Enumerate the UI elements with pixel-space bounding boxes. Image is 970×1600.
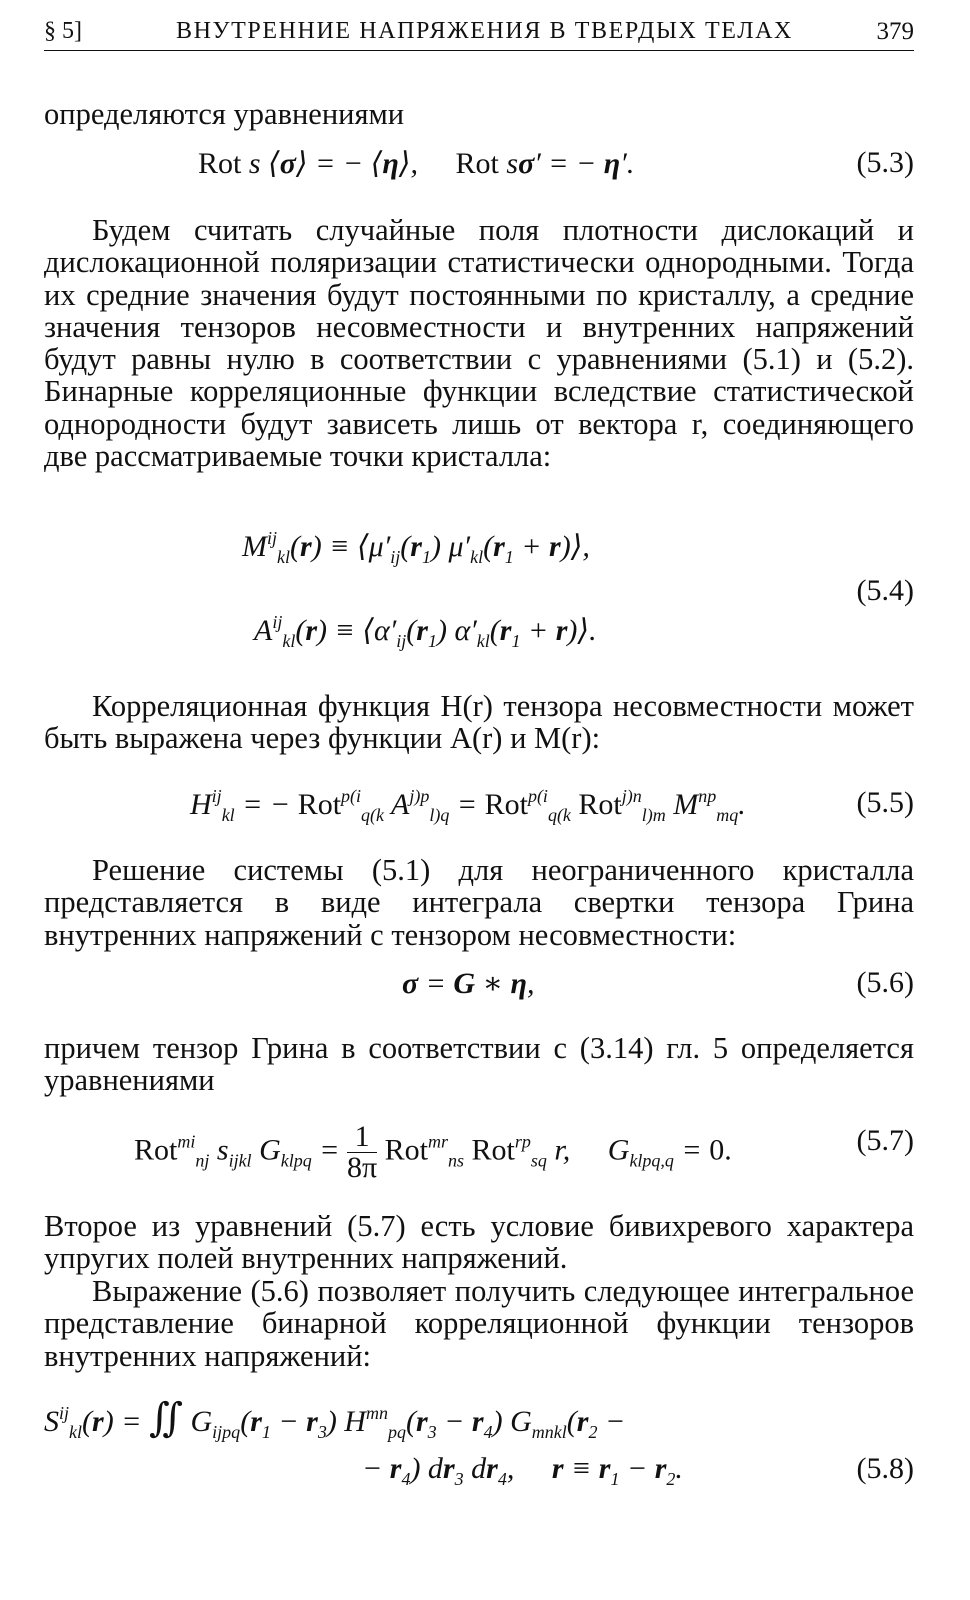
equation-number-5-7: (5.7) [856, 1124, 914, 1157]
equation-number-5-6: (5.6) [856, 966, 914, 999]
paragraph-3: Корреляционная функция H(r) тензора несовместности может быть выражена через функции A(r) и M(r): [44, 689, 914, 756]
equation-5-7: Rot$^{mi}_{nj}$ $s_{ijkl}$ $G_{klpq}$ = $\frac{1}{8\pi}$ Rot$^{mr}_{ns}$ Rot$^{rp}_{sq}$ r, $G_{klpq,q} = 0$. [134, 1120, 732, 1184]
equation-5-4a: $M^{ij}_{kl}(r)$ ≡ $⟨\mu'_{ij}(r_1) \mu'_{kl}(r_1$ + r)⟩, [242, 528, 590, 567]
section-marker: § 5] [44, 18, 82, 44]
equation-5-4b: $A^{ij}_{kl}(r)$ ≡ $⟨\alpha'_{ij}(r_1) \alpha'_{kl}(r_1$ + r)⟩. [254, 612, 597, 651]
equation-5-6: σ = G ∗ η, [402, 967, 535, 1000]
paragraph-2: Будем считать случайные поля плотности дислокаций и дислокационной поляризации статистически однородными. Тогда их средние значения будут постоянными по кристаллу, а средние значения тензоров несовместности и внутренних напряжений будут равны нулю в соответствии с уравнениями (5.1) и (5.2). Бинарные корреляционные функции вследствие статистической однородности будут зависеть лишь от вектора r, соединяющего две рассматриваемые точки кристалла: [44, 213, 914, 474]
equation-number-5-4: (5.4) [856, 574, 914, 607]
equation-5-5: $H^{ij}_{kl}$ = − Rot$^{p(i}_{q(k}$ $A^{j)p}_{l)q} = Rot^{p(i}_{q(k}$ Rot$^{j)n}_{l)m}$ $M^{np}_{mq}$. [190, 786, 746, 825]
equation-5-8b: − $r_4$) $dr_3$ $dr_4$, $r \equiv r_1 - r_2$. [362, 1452, 683, 1489]
paragraph-1: определяются уравнениями [44, 97, 405, 131]
paragraph-4: Решение системы (5.1) для неограниченного кристалла представляется в виде интеграла свертки тензора Грина внутренних напряжений с тензором несовместности: [44, 853, 914, 952]
running-header [44, 10, 914, 51]
equation-number-5-3: (5.3) [856, 146, 914, 179]
equation-5-3: Rot s ⟨σ⟩ = − ⟨η⟩, Rot sσ′ = − η′. [198, 147, 635, 180]
paragraph-5: причем тензор Грина в соответствии с (3.14) гл. 5 определяется уравнениями [44, 1031, 914, 1098]
equation-number-5-8: (5.8) [856, 1452, 914, 1485]
equation-number-5-5: (5.5) [856, 786, 914, 819]
paragraph-6: Второе из уравнений (5.7) есть условие бивихревого характера упругих полей внутренних напряжений. [44, 1209, 914, 1276]
running-title: ВНУТРЕННИЕ НАПРЯЖЕНИЯ В ТВЕРДЫХ ТЕЛАХ [176, 18, 793, 44]
paragraph-7: Выражение (5.6) позволяет получить следующее интегральное представление бинарной корреляционной функции тензоров внутренних напряжений: [44, 1274, 914, 1373]
equation-5-8a: $S^{ij}_{kl}(r)$ = ∬ $G_{ijpq}(r_1 - r_3) H^{mn}_{pq}(r_3 - r_4) G_{mnkl}(r_2$ − [44, 1395, 626, 1442]
page-number: 379 [876, 18, 914, 45]
